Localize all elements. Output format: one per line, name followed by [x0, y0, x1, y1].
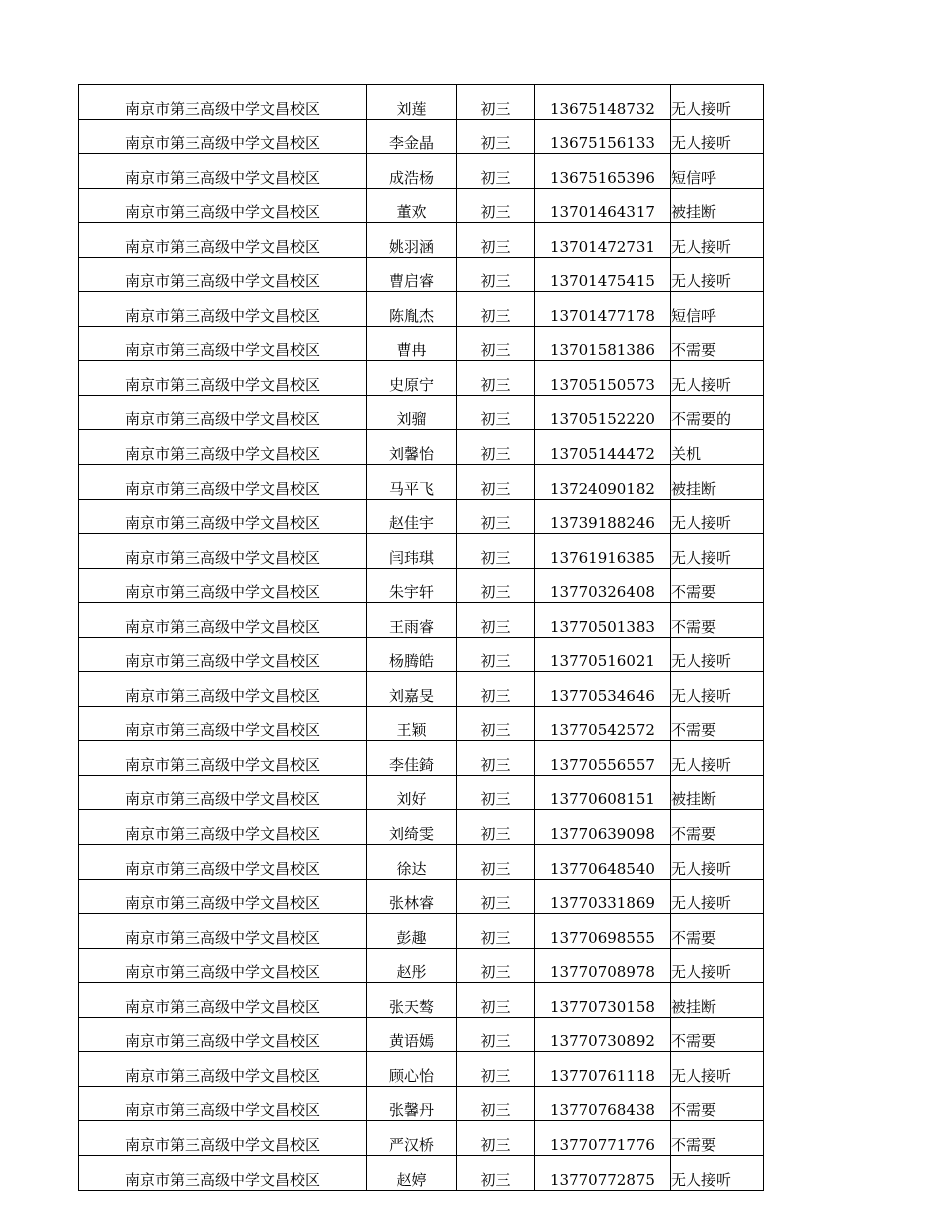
school-cell: 南京市第三高级中学文昌校区: [79, 775, 367, 810]
student-name-cell: 刘莲: [367, 85, 457, 120]
table-row: [79, 361, 764, 396]
school-cell: 南京市第三高级中学文昌校区: [79, 534, 367, 569]
grade-cell: 初三: [457, 465, 535, 500]
table-row: [79, 568, 764, 603]
call-status-cell: 无人接听: [671, 119, 764, 154]
phone-cell: 13701581386: [535, 326, 671, 361]
student-name-cell: 刘绮雯: [367, 810, 457, 845]
school-cell: 南京市第三高级中学文昌校区: [79, 257, 367, 292]
grade-cell: 初三: [457, 672, 535, 707]
school-cell: 南京市第三高级中学文昌校区: [79, 395, 367, 430]
call-status-cell: 无人接听: [671, 1155, 764, 1190]
call-status-cell: 无人接听: [671, 534, 764, 569]
student-name-cell: 赵彤: [367, 948, 457, 983]
grade-cell: 初三: [457, 395, 535, 430]
phone-cell: 13770556557: [535, 741, 671, 776]
school-cell: 南京市第三高级中学文昌校区: [79, 1086, 367, 1121]
grade-cell: 初三: [457, 637, 535, 672]
call-status-cell: 被挂断: [671, 465, 764, 500]
phone-cell: 13701477178: [535, 292, 671, 327]
student-name-cell: 彭趣: [367, 914, 457, 949]
student-name-cell: 黄语嫣: [367, 1017, 457, 1052]
call-status-cell: 不需要: [671, 568, 764, 603]
call-status-cell: 被挂断: [671, 188, 764, 223]
grade-cell: 初三: [457, 948, 535, 983]
phone-cell: 13761916385: [535, 534, 671, 569]
student-name-cell: 刘嘉旻: [367, 672, 457, 707]
table-row: [79, 1086, 764, 1121]
call-status-cell: 被挂断: [671, 775, 764, 810]
call-status-cell: 不需要: [671, 810, 764, 845]
school-cell: 南京市第三高级中学文昌校区: [79, 568, 367, 603]
phone-cell: 13739188246: [535, 499, 671, 534]
grade-cell: 初三: [457, 879, 535, 914]
school-cell: 南京市第三高级中学文昌校区: [79, 637, 367, 672]
school-cell: 南京市第三高级中学文昌校区: [79, 810, 367, 845]
call-status-cell: 无人接听: [671, 223, 764, 258]
school-cell: 南京市第三高级中学文昌校区: [79, 845, 367, 880]
table-row: [79, 948, 764, 983]
table-row: [79, 775, 764, 810]
phone-cell: 13770648540: [535, 845, 671, 880]
school-cell: 南京市第三高级中学文昌校区: [79, 672, 367, 707]
table-row: [79, 395, 764, 430]
phone-cell: 13724090182: [535, 465, 671, 500]
phone-cell: 13675165396: [535, 154, 671, 189]
call-status-cell: 被挂断: [671, 983, 764, 1018]
grade-cell: 初三: [457, 430, 535, 465]
grade-cell: 初三: [457, 1052, 535, 1087]
table-row: [79, 154, 764, 189]
table-row: [79, 1017, 764, 1052]
call-status-cell: 无人接听: [671, 845, 764, 880]
student-name-cell: 陈胤杰: [367, 292, 457, 327]
school-cell: 南京市第三高级中学文昌校区: [79, 603, 367, 638]
student-name-cell: 李金晶: [367, 119, 457, 154]
phone-cell: 13770516021: [535, 637, 671, 672]
table-row: [79, 119, 764, 154]
phone-cell: 13770331869: [535, 879, 671, 914]
school-cell: 南京市第三高级中学文昌校区: [79, 326, 367, 361]
school-cell: 南京市第三高级中学文昌校区: [79, 154, 367, 189]
call-status-cell: 不需要: [671, 914, 764, 949]
call-status-cell: 无人接听: [671, 85, 764, 120]
table-row: [79, 465, 764, 500]
phone-cell: 13770608151: [535, 775, 671, 810]
student-name-cell: 闫玮琪: [367, 534, 457, 569]
student-name-cell: 刘好: [367, 775, 457, 810]
phone-cell: 13770730892: [535, 1017, 671, 1052]
call-status-cell: 无人接听: [671, 672, 764, 707]
table-row: [79, 326, 764, 361]
call-status-cell: 无人接听: [671, 741, 764, 776]
phone-cell: 13770326408: [535, 568, 671, 603]
school-cell: 南京市第三高级中学文昌校区: [79, 1052, 367, 1087]
school-cell: 南京市第三高级中学文昌校区: [79, 499, 367, 534]
phone-cell: 13770761118: [535, 1052, 671, 1087]
table-row: [79, 603, 764, 638]
grade-cell: 初三: [457, 292, 535, 327]
table-row: [79, 292, 764, 327]
student-name-cell: 王雨睿: [367, 603, 457, 638]
phone-cell: 13770542572: [535, 706, 671, 741]
grade-cell: 初三: [457, 499, 535, 534]
table-row: [79, 1121, 764, 1156]
student-name-cell: 杨腾皓: [367, 637, 457, 672]
student-name-cell: 张馨丹: [367, 1086, 457, 1121]
phone-cell: 13675156133: [535, 119, 671, 154]
grade-cell: 初三: [457, 1121, 535, 1156]
student-name-cell: 张天骜: [367, 983, 457, 1018]
phone-cell: 13701472731: [535, 223, 671, 258]
school-cell: 南京市第三高级中学文昌校区: [79, 465, 367, 500]
school-cell: 南京市第三高级中学文昌校区: [79, 706, 367, 741]
phone-cell: 13770698555: [535, 914, 671, 949]
grade-cell: 初三: [457, 154, 535, 189]
grade-cell: 初三: [457, 983, 535, 1018]
student-name-cell: 赵婷: [367, 1155, 457, 1190]
student-name-cell: 王颖: [367, 706, 457, 741]
school-cell: 南京市第三高级中学文昌校区: [79, 879, 367, 914]
student-name-cell: 马平飞: [367, 465, 457, 500]
table-row: [79, 706, 764, 741]
school-cell: 南京市第三高级中学文昌校区: [79, 85, 367, 120]
student-name-cell: 李佳錡: [367, 741, 457, 776]
school-cell: 南京市第三高级中学文昌校区: [79, 119, 367, 154]
grade-cell: 初三: [457, 119, 535, 154]
student-name-cell: 赵佳宇: [367, 499, 457, 534]
table-row: [79, 534, 764, 569]
phone-cell: 13770639098: [535, 810, 671, 845]
school-cell: 南京市第三高级中学文昌校区: [79, 983, 367, 1018]
phone-cell: 13705152220: [535, 395, 671, 430]
phone-cell: 13705144472: [535, 430, 671, 465]
grade-cell: 初三: [457, 706, 535, 741]
school-cell: 南京市第三高级中学文昌校区: [79, 914, 367, 949]
phone-cell: 13770772875: [535, 1155, 671, 1190]
grade-cell: 初三: [457, 188, 535, 223]
table-row: [79, 845, 764, 880]
call-status-cell: 不需要的: [671, 395, 764, 430]
table-row: [79, 983, 764, 1018]
table-row: [79, 257, 764, 292]
grade-cell: 初三: [457, 326, 535, 361]
call-status-cell: 不需要: [671, 1121, 764, 1156]
call-status-cell: 无人接听: [671, 361, 764, 396]
phone-cell: 13770730158: [535, 983, 671, 1018]
phone-cell: 13770534646: [535, 672, 671, 707]
table-row: [79, 430, 764, 465]
phone-cell: 13701464317: [535, 188, 671, 223]
call-status-cell: 无人接听: [671, 499, 764, 534]
call-status-cell: 无人接听: [671, 637, 764, 672]
table-row: [79, 1155, 764, 1190]
phone-cell: 13770768438: [535, 1086, 671, 1121]
student-name-cell: 刘馨怡: [367, 430, 457, 465]
phone-cell: 13701475415: [535, 257, 671, 292]
school-cell: 南京市第三高级中学文昌校区: [79, 430, 367, 465]
call-status-cell: 不需要: [671, 1086, 764, 1121]
phone-cell: 13705150573: [535, 361, 671, 396]
student-name-cell: 曹冉: [367, 326, 457, 361]
call-status-cell: 不需要: [671, 706, 764, 741]
student-name-cell: 张林睿: [367, 879, 457, 914]
grade-cell: 初三: [457, 568, 535, 603]
phone-cell: 13770771776: [535, 1121, 671, 1156]
school-cell: 南京市第三高级中学文昌校区: [79, 223, 367, 258]
grade-cell: 初三: [457, 1086, 535, 1121]
table-row: [79, 85, 764, 120]
grade-cell: 初三: [457, 845, 535, 880]
table-row: [79, 810, 764, 845]
student-name-cell: 朱宇轩: [367, 568, 457, 603]
table-row: [79, 637, 764, 672]
school-cell: 南京市第三高级中学文昌校区: [79, 1155, 367, 1190]
table-row: [79, 741, 764, 776]
table-row: [79, 188, 764, 223]
school-cell: 南京市第三高级中学文昌校区: [79, 741, 367, 776]
contact-table: [78, 84, 764, 1191]
grade-cell: 初三: [457, 741, 535, 776]
call-status-cell: 无人接听: [671, 1052, 764, 1087]
phone-cell: 13675148732: [535, 85, 671, 120]
grade-cell: 初三: [457, 361, 535, 396]
student-name-cell: 徐达: [367, 845, 457, 880]
school-cell: 南京市第三高级中学文昌校区: [79, 1121, 367, 1156]
student-name-cell: 曹启睿: [367, 257, 457, 292]
grade-cell: 初三: [457, 85, 535, 120]
table-row: [79, 914, 764, 949]
student-name-cell: 成浩杨: [367, 154, 457, 189]
table-row: [79, 223, 764, 258]
table-row: [79, 499, 764, 534]
grade-cell: 初三: [457, 810, 535, 845]
school-cell: 南京市第三高级中学文昌校区: [79, 361, 367, 396]
grade-cell: 初三: [457, 1017, 535, 1052]
contact-table-body: [79, 85, 764, 1191]
student-name-cell: 董欢: [367, 188, 457, 223]
call-status-cell: 无人接听: [671, 257, 764, 292]
call-status-cell: 不需要: [671, 603, 764, 638]
grade-cell: 初三: [457, 603, 535, 638]
call-status-cell: 关机: [671, 430, 764, 465]
student-name-cell: 刘骝: [367, 395, 457, 430]
grade-cell: 初三: [457, 534, 535, 569]
grade-cell: 初三: [457, 257, 535, 292]
call-status-cell: 无人接听: [671, 879, 764, 914]
school-cell: 南京市第三高级中学文昌校区: [79, 188, 367, 223]
call-status-cell: 短信呼: [671, 154, 764, 189]
grade-cell: 初三: [457, 1155, 535, 1190]
call-status-cell: 无人接听: [671, 948, 764, 983]
table-row: [79, 672, 764, 707]
grade-cell: 初三: [457, 223, 535, 258]
student-name-cell: 史原宁: [367, 361, 457, 396]
phone-cell: 13770501383: [535, 603, 671, 638]
school-cell: 南京市第三高级中学文昌校区: [79, 292, 367, 327]
grade-cell: 初三: [457, 914, 535, 949]
grade-cell: 初三: [457, 775, 535, 810]
call-status-cell: 短信呼: [671, 292, 764, 327]
table-row: [79, 879, 764, 914]
school-cell: 南京市第三高级中学文昌校区: [79, 1017, 367, 1052]
student-name-cell: 顾心怡: [367, 1052, 457, 1087]
school-cell: 南京市第三高级中学文昌校区: [79, 948, 367, 983]
call-status-cell: 不需要: [671, 1017, 764, 1052]
student-name-cell: 姚羽涵: [367, 223, 457, 258]
call-status-cell: 不需要: [671, 326, 764, 361]
student-name-cell: 严汉桥: [367, 1121, 457, 1156]
table-row: [79, 1052, 764, 1087]
phone-cell: 13770708978: [535, 948, 671, 983]
